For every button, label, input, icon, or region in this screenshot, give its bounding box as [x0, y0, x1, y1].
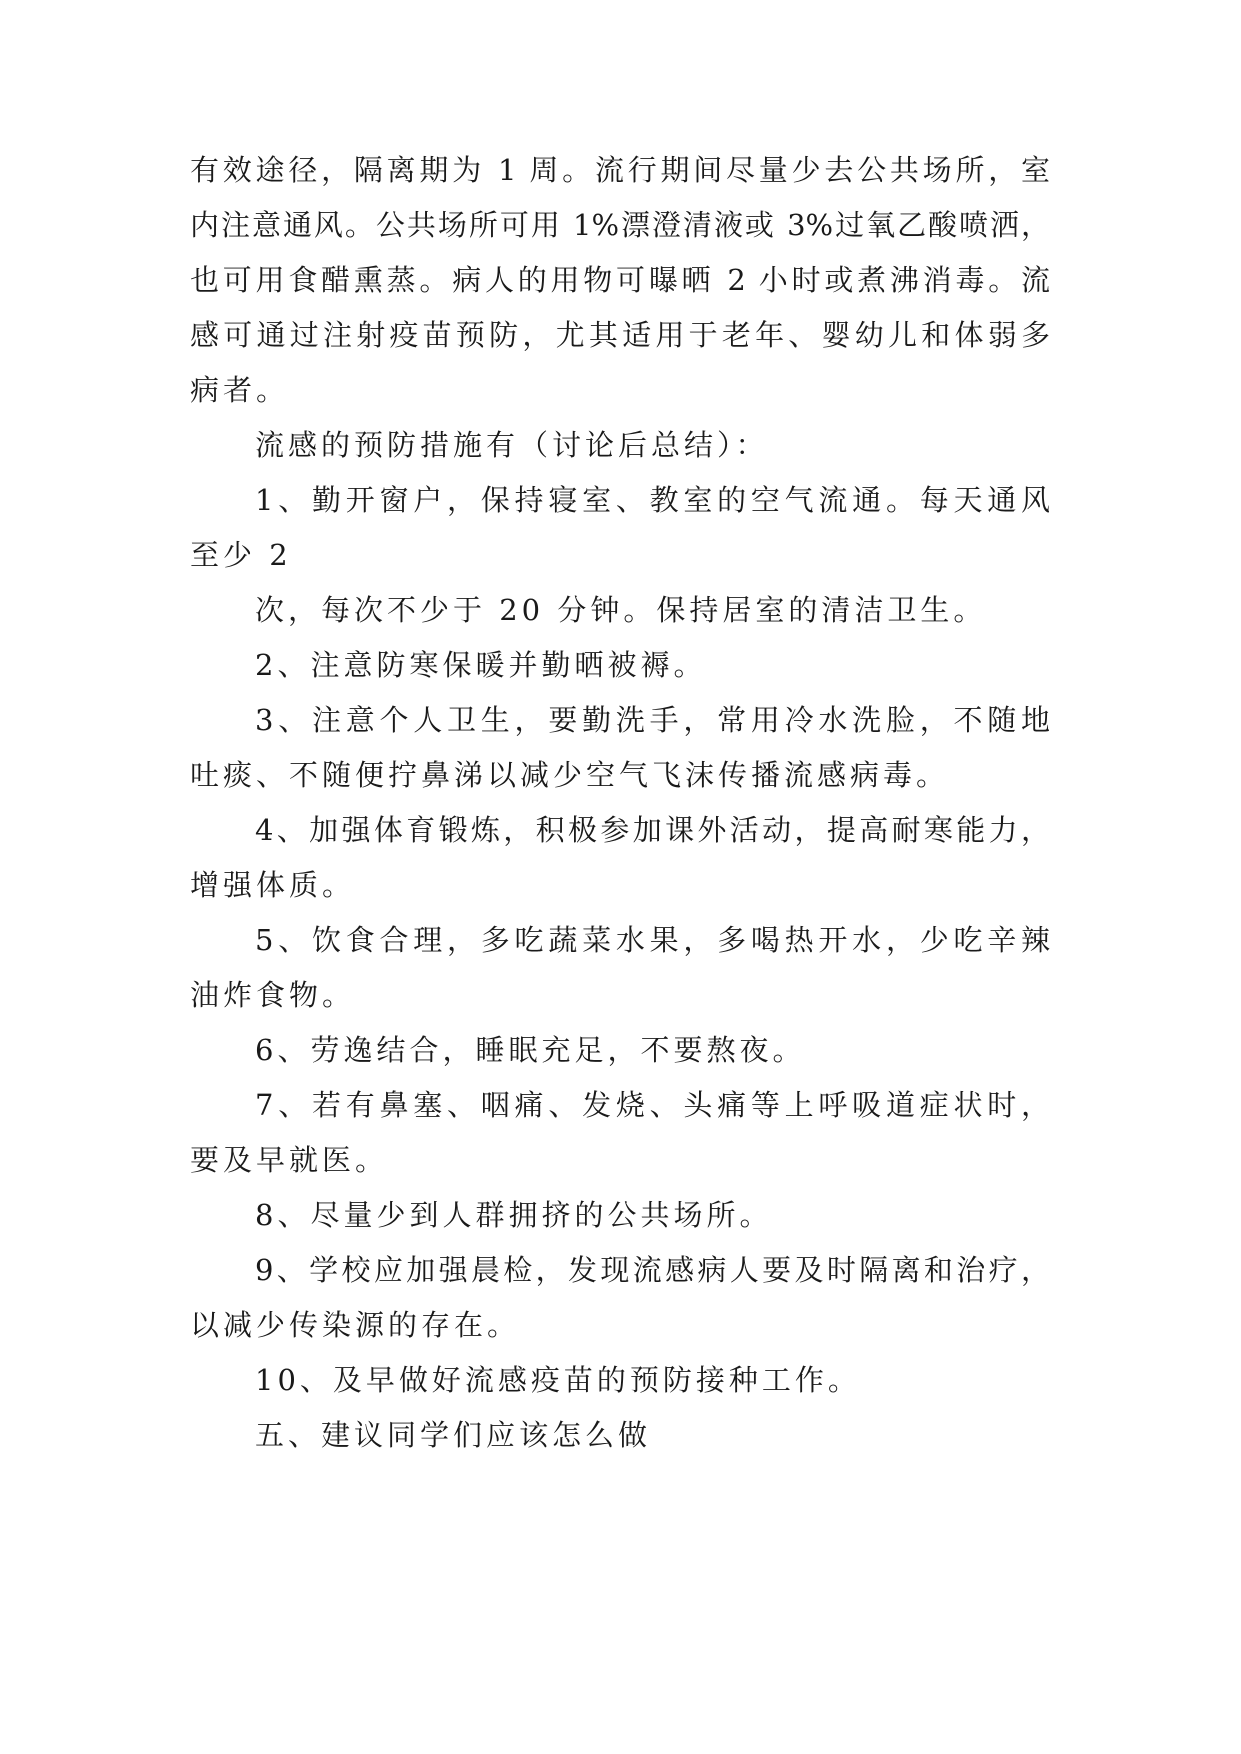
- text-line: 也可用食醋熏蒸。病人的用物可曝晒 2 小时或煮沸消毒。流: [190, 263, 1050, 297]
- section-heading: 五、建议同学们应该怎么做: [255, 1418, 652, 1452]
- list-item-1: 1、勤开窗户，保持寝室、教室的空气流通。每天通风: [255, 483, 1050, 517]
- list-item-6: 6、劳逸结合，睡眠充足，不要熬夜。: [255, 1033, 806, 1067]
- list-item-10: 10、及早做好流感疫苗的预防接种工作。: [255, 1363, 861, 1397]
- text-line: 内注意通风。公共场所可用 1%漂澄清液或 3%过氧乙酸喷洒，: [190, 208, 1050, 242]
- text-line: 有效途径，隔离期为 1 周。流行期间尽量少去公共场所，室: [190, 153, 1050, 187]
- text-line: 感可通过注射疫苗预防，尤其适用于老年、婴幼儿和体弱多: [190, 318, 1050, 352]
- list-item-9: 9、学校应加强晨检，发现流感病人要及时隔离和治疗，: [255, 1253, 1050, 1287]
- list-item-2: 2、注意防寒保暖并勤晒被褥。: [255, 648, 707, 682]
- text-line: 油炸食物。: [190, 978, 356, 1012]
- text-line: 增强体质。: [190, 868, 356, 902]
- text-line: 要及早就医。: [190, 1143, 389, 1177]
- section-intro: 流感的预防措施有（讨论后总结）：: [255, 428, 769, 462]
- text-line: 至少 2: [190, 538, 292, 572]
- text-line: 次，每次不少于 20 分钟。保持居室的清洁卫生。: [255, 593, 987, 627]
- list-item-8: 8、尽量少到人群拥挤的公共场所。: [255, 1198, 773, 1232]
- list-item-5: 5、饮食合理，多吃蔬菜水果，多喝热开水，少吃辛辣: [255, 923, 1050, 957]
- text-line: 以减少传染源的存在。: [190, 1308, 521, 1342]
- text-line: 病者。: [190, 373, 290, 407]
- list-item-4: 4、加强体育锻炼，积极参加课外活动，提高耐寒能力，: [255, 813, 1050, 847]
- list-item-3: 3、注意个人卫生，要勤洗手，常用冷水洗脸，不随地: [255, 703, 1050, 737]
- list-item-7: 7、若有鼻塞、咽痛、发烧、头痛等上呼吸道症状时，: [255, 1088, 1050, 1122]
- text-line: 吐痰、不随便拧鼻涕以减少空气飞沫传播流感病毒。: [190, 758, 950, 792]
